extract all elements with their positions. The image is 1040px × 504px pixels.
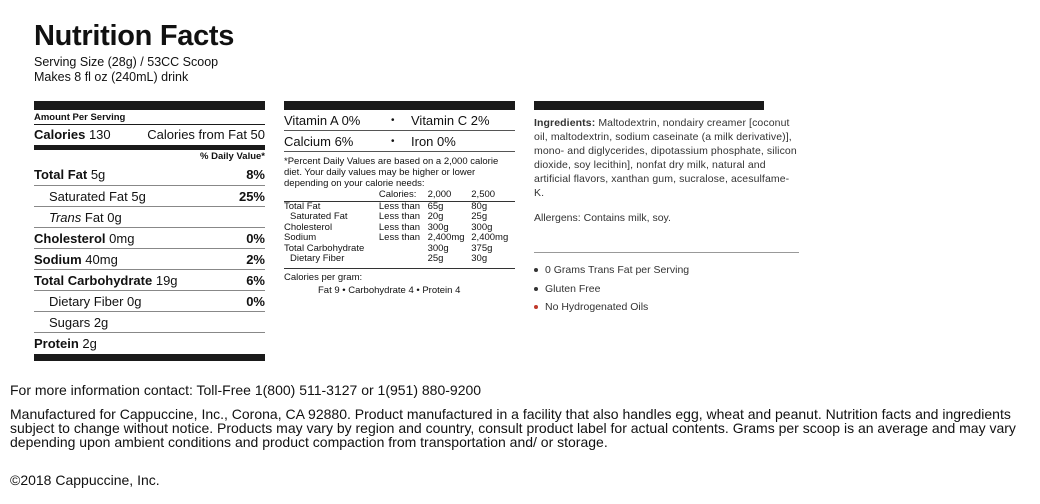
claims-list bbox=[534, 261, 799, 317]
nutrient-protein: Protein 2g bbox=[34, 332, 265, 353]
calories-from-fat: Calories from Fat 50 bbox=[147, 127, 265, 142]
bullet-icon bbox=[534, 268, 538, 272]
thick-rule bbox=[284, 101, 515, 110]
nutrition-facts-title: Nutrition Facts bbox=[34, 20, 235, 52]
list-item: No Hydrogenated Oils bbox=[534, 298, 799, 317]
amount-per-serving: Amount Per Serving bbox=[34, 111, 265, 125]
nutrient-trans-fat: Trans Fat 0g bbox=[34, 206, 265, 227]
table-row: Cholesterol Less than 300g 300g bbox=[284, 221, 493, 233]
daily-value-table: Calories: 2,000 2,500 Total Fat Less than 65g 80g Saturated Fat Less than 20g 25g Cholesterol Less than 300g 300g Sodium Less than 2,400mg 2,400mg Total Carbohydrate 300g 375g Dietary Fiber 25g 30g bbox=[284, 190, 515, 265]
nutrition-panel bbox=[34, 101, 265, 361]
contact-info: For more information contact: Toll-Free 1(800) 511-3127 or 1(951) 880-9200 bbox=[10, 382, 482, 398]
bullet-icon bbox=[534, 287, 538, 291]
manufacturer-notice: Manufactured for Cappuccine, Inc., Corona, CA 92880. Product manufactured in a facility that also handles egg, wheat and peanut. Nutrition facts and ingredients subject to change without notice. Products may vary by region and country, consult product label for actual contents. Grams per scoop is an average and may vary depending upon ambient conditions and product compaction from transportation and/ or storage. bbox=[10, 406, 1016, 450]
copyright: ©2018 Cappuccine, Inc. bbox=[10, 472, 160, 488]
bottom-rule bbox=[34, 354, 265, 361]
vitamin-row: Vitamin A 0% • Vitamin C 2% bbox=[284, 110, 515, 131]
thick-rule bbox=[534, 101, 764, 110]
table-row: Total Fat Less than 65g 80g bbox=[284, 200, 488, 212]
nutrient-dietary-fiber: Dietary Fiber 0g 0% bbox=[34, 290, 265, 311]
nutrient-cholesterol: Cholesterol 0mg 0% bbox=[34, 227, 265, 248]
nutrient-sugars: Sugars 2g bbox=[34, 311, 265, 332]
bullet-icon bbox=[534, 305, 538, 309]
allergens-text: Allergens: Contains milk, soy. bbox=[534, 212, 671, 224]
vitamins-panel bbox=[284, 101, 515, 297]
serving-info bbox=[34, 55, 218, 85]
list-item: 0 Grams Trans Fat per Serving bbox=[534, 261, 799, 280]
table-row: Saturated Fat Less than 20g 25g bbox=[290, 211, 488, 222]
table-row: Total Carbohydrate 300g 375g bbox=[284, 242, 493, 254]
nutrient-total-carbohydrate: Total Carbohydrate 19g 6% bbox=[34, 269, 265, 290]
makes-drink: Makes 8 fl oz (240mL) drink bbox=[34, 70, 189, 84]
list-item: Gluten Free bbox=[534, 280, 799, 299]
calories-per-gram: Calories per gram: Fat 9 • Carbohydrate 4 • Protein 4 bbox=[284, 268, 515, 297]
ingredients-text: Ingredients: Maltodextrin, nondairy creamer [coconut oil, maltodextrin, sodium caseinate (a milk derivative)], mono- and diglycerides, dipotassium phosphate, silicon dioxide, soy lecithin], nonfat dry milk, natural and artificial flavors, xanthan gum, sucralose, acesulfame-K. bbox=[534, 117, 797, 199]
nutrient-sodium: Sodium 40mg 2% bbox=[34, 248, 265, 269]
serving-size: Serving Size (28g) / 53CC Scoop bbox=[34, 55, 219, 69]
ingredients-panel bbox=[534, 101, 799, 317]
divider bbox=[534, 252, 799, 253]
table-row: Sodium Less than 2,400mg 2,400mg bbox=[284, 232, 509, 243]
thick-rule bbox=[34, 101, 265, 110]
calories: Calories 130 bbox=[34, 127, 111, 142]
mineral-row: Calcium 6% • Iron 0% bbox=[284, 131, 515, 152]
nutrient-total-fat: Total Fat 5g 8% bbox=[34, 167, 265, 182]
daily-value-header: % Daily Value* bbox=[200, 151, 265, 162]
daily-value-footnote: *Percent Daily Values are based on a 2,000 calorie diet. Your daily values may be higher or lower depending on your calorie needs: bbox=[284, 156, 499, 189]
nutrient-saturated-fat: Saturated Fat 5g 25% bbox=[34, 185, 265, 206]
table-row: Dietary Fiber 25g 30g bbox=[290, 253, 488, 264]
calories-row bbox=[34, 125, 265, 145]
